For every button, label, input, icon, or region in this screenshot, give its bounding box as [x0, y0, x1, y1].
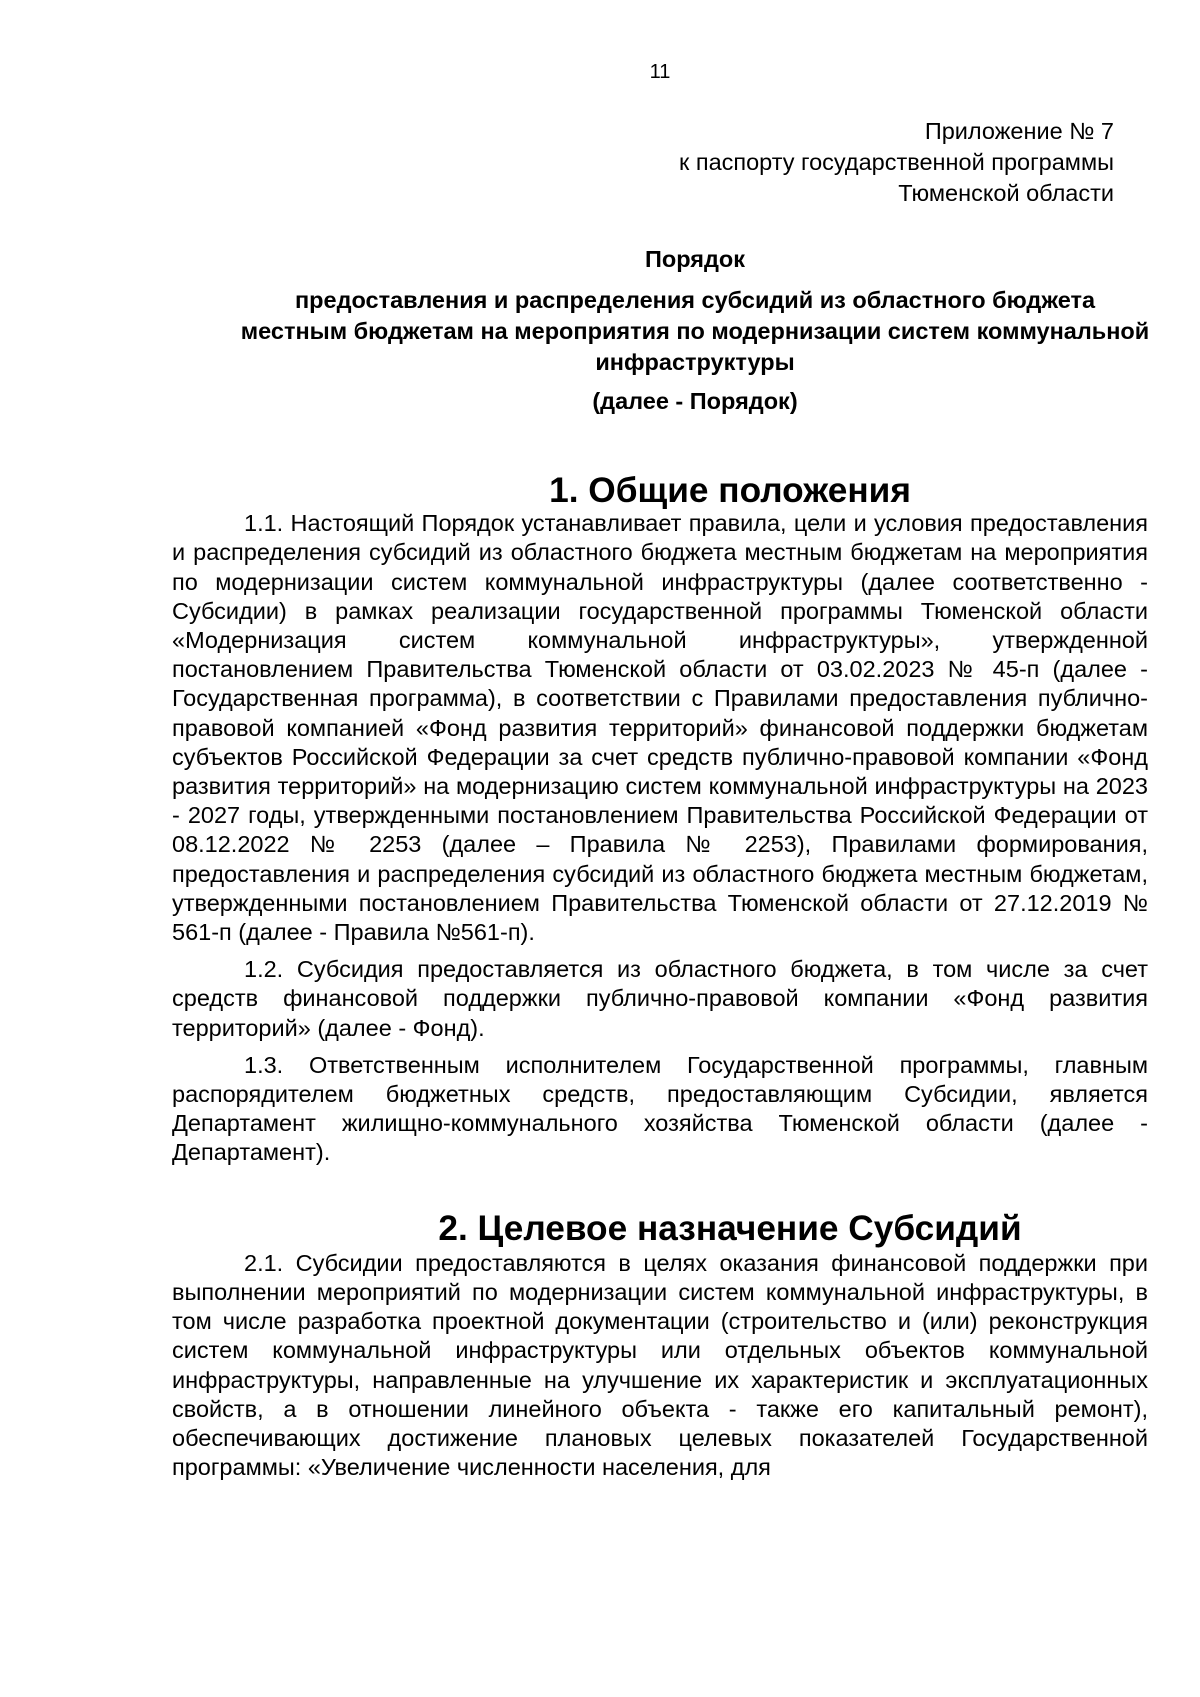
document-title: Порядок	[644, 246, 746, 272]
section-heading-general: 1. Общие положения	[549, 471, 911, 510]
document-body	[172, 471, 1148, 1491]
paragraph-1-2: 1.2. Субсидия предоставляется из областного бюджета, в том числе за счет средств финансовой поддержки публично-правовой компании «Фонд развития территорий» (далее - Фонд).	[172, 956, 1148, 1041]
section-heading-purpose: 2. Целевое назначение Субсидий	[438, 1208, 1022, 1248]
document-title-block	[240, 244, 1150, 417]
paragraph-1-3: 1.3. Ответственным исполнителем Государственной программы, главным распорядителем бюджетных средств, предоставляющим Субсидии, является Департамент жилищно-коммунального хозяйства Тюменской области (далее - Департамент).	[172, 1051, 1148, 1166]
page-number: 11	[649, 61, 671, 83]
annex-line-1: Приложение № 7	[924, 118, 1114, 144]
paragraph-1-1: 1.1. Настоящий Порядок устанавливает правила, цели и условия предоставления и распределения субсидий из областного бюджета местным бюджетам на мероприятия по модернизации систем коммунальной инфраструктуры (далее соответственно - Субсидии) в рамках реализации государственной программы Тюменской области «Модернизация систем коммунальной инфраструктуры», утвержденной постановлением Правительства Тюменской области от 03.02.2023 № 45-п (далее - Государственная программа), в соответствии с Правилами предоставления публично-правовой компанией «Фонд развития территорий» финансовой поддержки бюджетам субъектов Российской Федерации за счет средств публично-правовой компании «Фонд развития территорий» на модернизацию систем коммунальной инфраструктуры на 2023 - 2027 годы, утвержденными постановлением Правительства Российской Федерации от 08.12.2022 № 2253 (далее – Правила № 2253), Правилами формирования, предоставления и распределения субсидий из областного бюджета местным бюджетам, утвержденными постановлением Правительства Тюменской области от 27.12.2019 № 561-п (далее - Правила №561-п).	[172, 510, 1148, 946]
annex-line-3: Тюменской области	[898, 180, 1114, 206]
document-abbreviation: (далее - Порядок)	[592, 388, 798, 414]
document-subtitle: предоставления и распределения субсидий из областного бюджета местным бюджетам на мероприятия по модернизации систем коммунальной инфраструктуры	[240, 287, 1150, 375]
paragraph-2-1: 2.1. Субсидии предоставляются в целях оказания финансовой поддержки при выполнении мероприятий по модернизации систем коммунальной инфраструктуры, в том числе разработка проектной документации (строительство и (или) реконструкция систем коммунальной инфраструктуры или отдельных объектов коммунальной инфраструктуры, направленные на улучшение их характеристик и эксплуатационных свойств, а в отношении линейного объекта - также его капитальный ремонт), обеспечивающих достижение плановых целевых показателей Государственной программы: «Увеличение численности населения, для	[172, 1249, 1148, 1481]
annex-header	[679, 116, 1114, 209]
annex-line-2: к паспорту государственной программы	[679, 149, 1114, 175]
